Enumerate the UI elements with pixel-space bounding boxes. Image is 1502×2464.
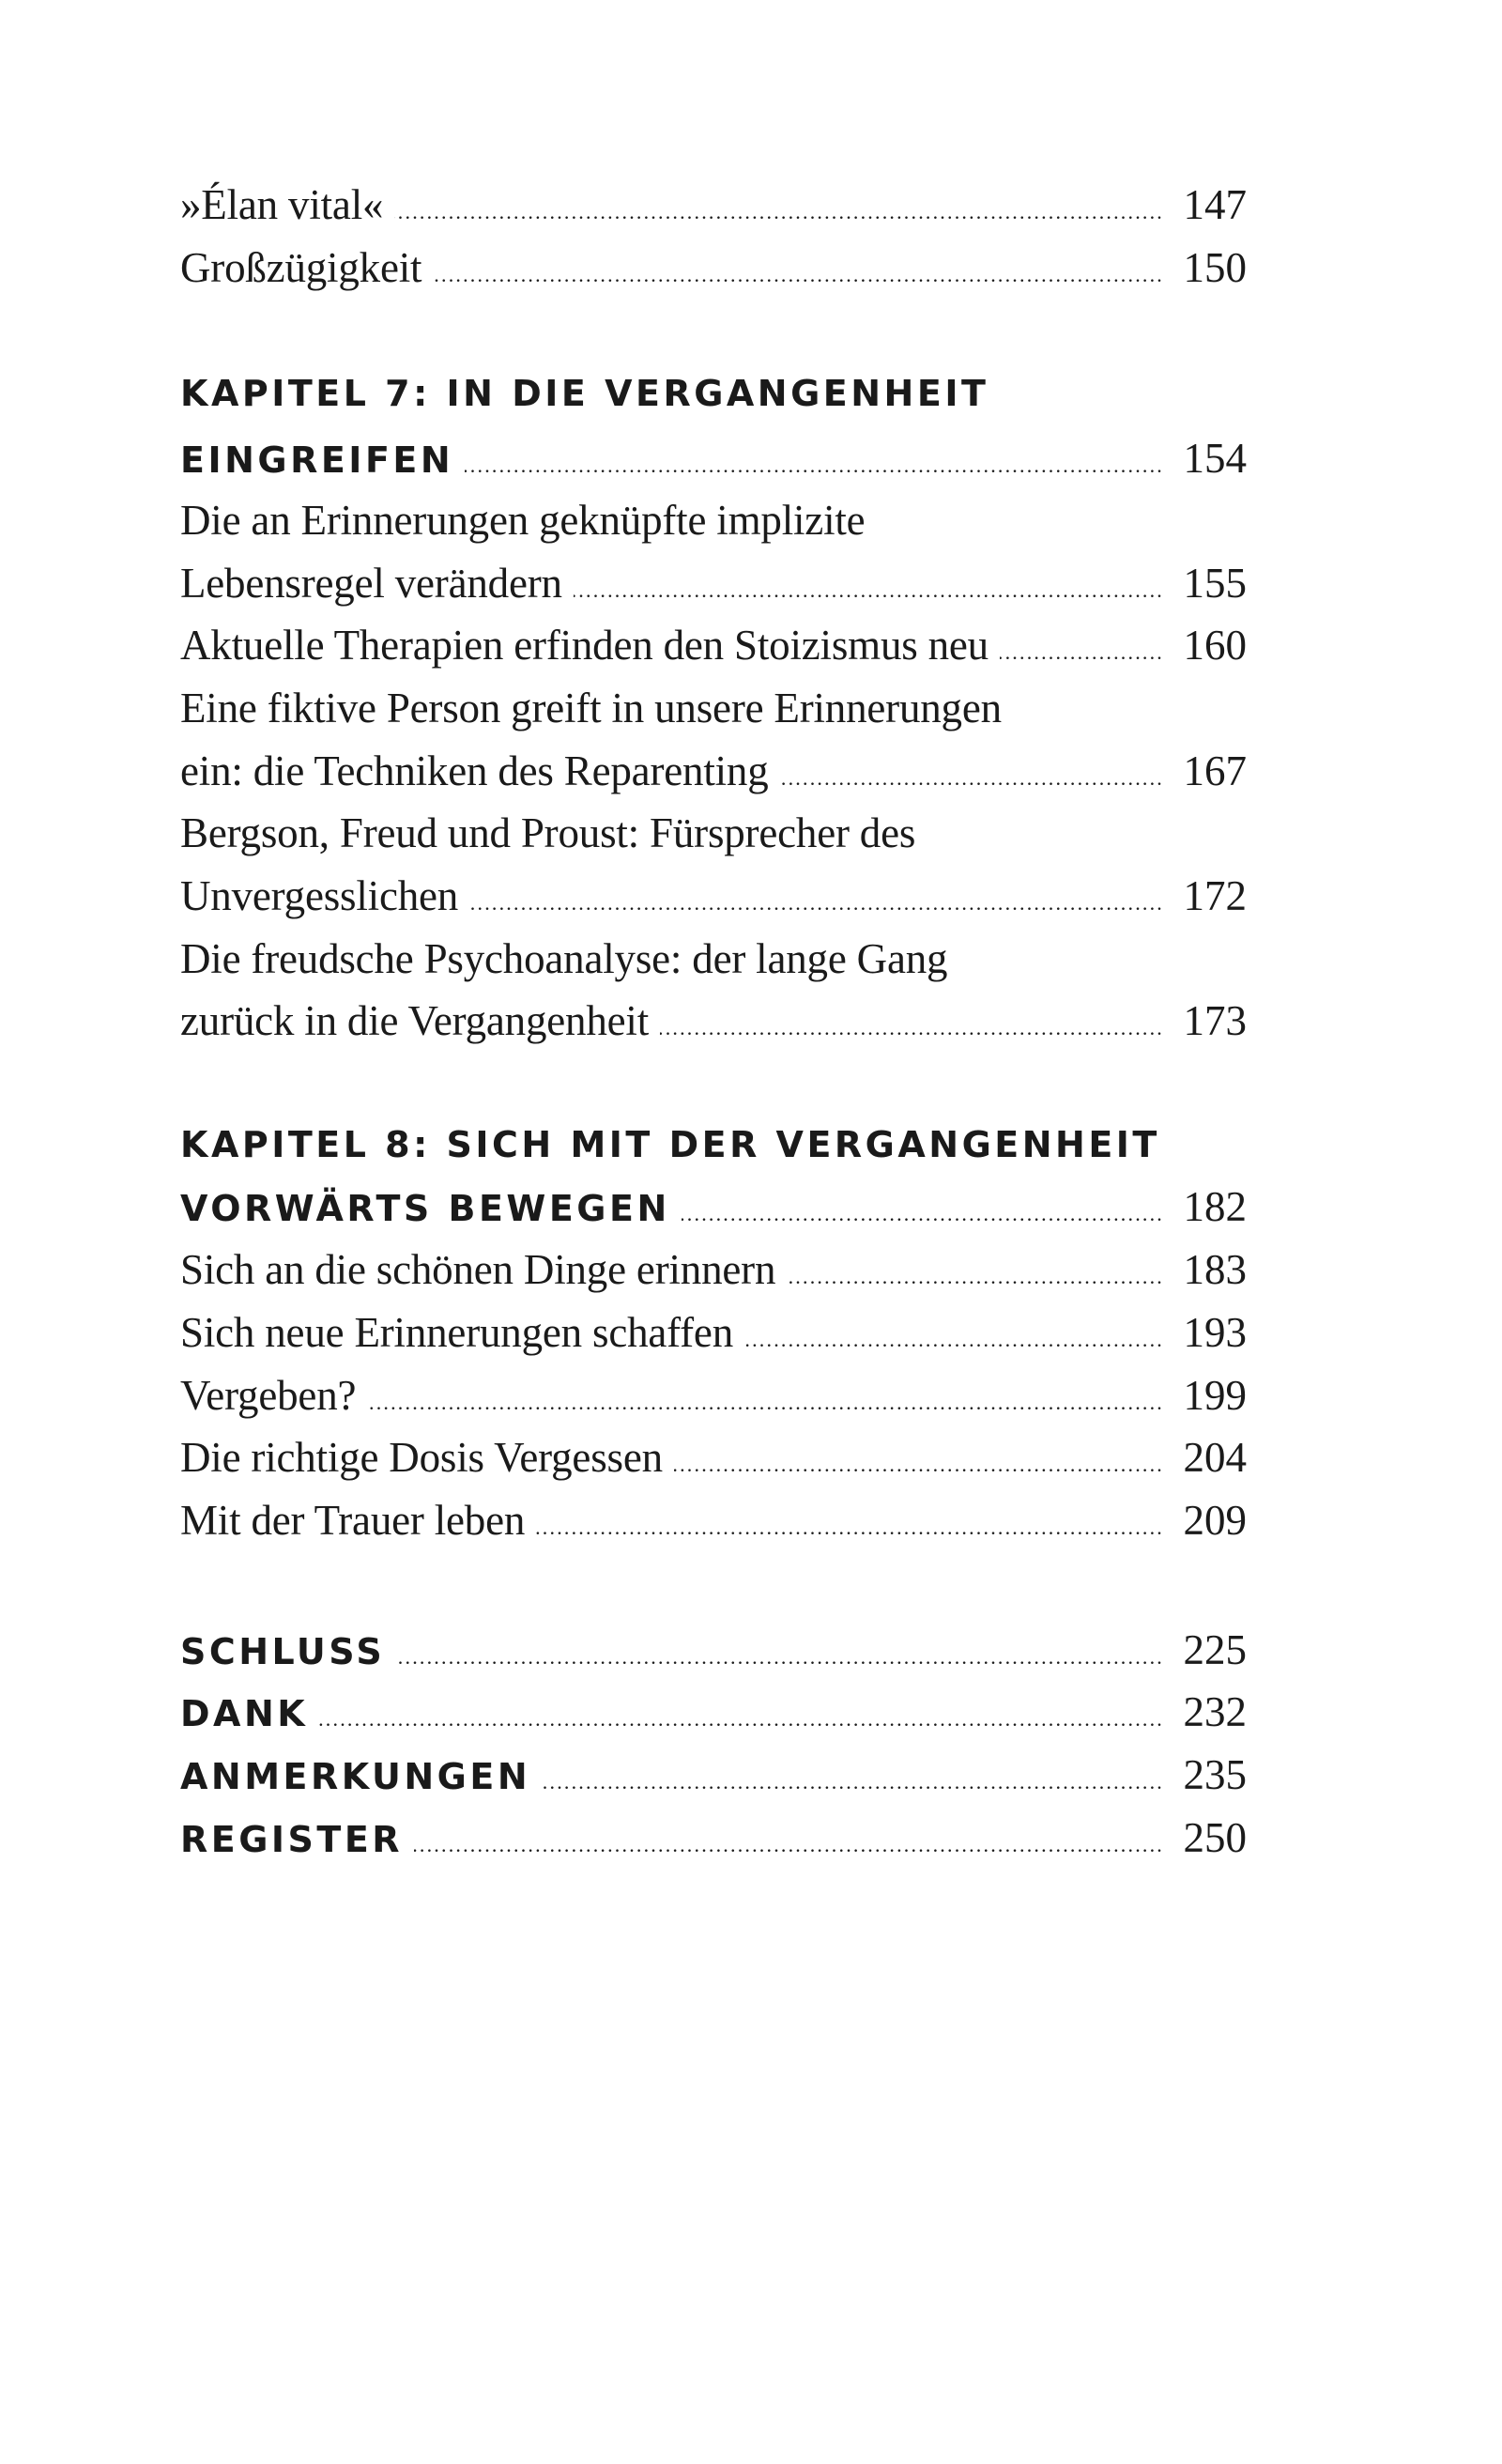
toc-entry-reparenting-line-2[interactable] xyxy=(180,747,1247,803)
dot-leader xyxy=(744,1328,1164,1352)
toc-entry-vergeben[interactable] xyxy=(180,1371,1247,1427)
chapter-title: SCHLUSS xyxy=(180,1631,386,1672)
dot-leader xyxy=(536,1516,1164,1540)
chapter-8-heading-line-1[interactable] xyxy=(180,1124,1247,1180)
dot-leader xyxy=(660,1016,1164,1040)
entry-title: Sich neue Erinnerungen schaffen xyxy=(180,1309,733,1356)
toc-entry-bergson-line-1[interactable] xyxy=(180,808,1247,865)
toc-entry-lebensregel-line-2[interactable] xyxy=(180,559,1247,615)
dot-leader xyxy=(433,263,1164,287)
toc-entry-register[interactable] xyxy=(180,1813,1247,1870)
toc-entry-dank[interactable] xyxy=(180,1687,1247,1744)
entry-title: Unvergesslichen xyxy=(180,872,459,919)
dot-leader xyxy=(1000,640,1164,665)
chapter-title: ANMERKUNGEN xyxy=(180,1756,531,1797)
toc-entry-lebensregel-line-1[interactable] xyxy=(180,496,1247,552)
toc-entry-aktuelle-therapien[interactable] xyxy=(180,621,1247,677)
entry-title: Bergson, Freud und Proust: Fürsprecher des xyxy=(180,809,916,856)
dot-leader xyxy=(787,1265,1164,1289)
page-number: 209 xyxy=(1183,1497,1247,1544)
entry-title: Aktuelle Therapien erfinden den Stoizismus neu xyxy=(180,622,989,669)
page-number: 155 xyxy=(1183,560,1247,607)
entry-title: ein: die Techniken des Reparenting xyxy=(180,747,769,794)
chapter-7-heading-line-2[interactable] xyxy=(180,434,1247,490)
dot-leader xyxy=(542,1770,1164,1794)
entry-title: Eine fiktive Person greift in unsere Erinnerungen xyxy=(180,685,1002,732)
chapter-title: KAPITEL 8: SICH MIT DER VERGANGENHEIT xyxy=(180,1124,1160,1165)
dot-leader xyxy=(674,1453,1164,1477)
page-number: 182 xyxy=(1183,1183,1247,1230)
chapter-8-heading-line-2[interactable] xyxy=(180,1182,1247,1239)
page-number: 154 xyxy=(1183,435,1247,482)
dot-leader xyxy=(396,1645,1164,1670)
chapter-title: REGISTER xyxy=(180,1819,404,1860)
toc-entry-grosszuegigkeit[interactable] xyxy=(180,243,1247,300)
entry-title: Die an Erinnerungen geknüpfte implizite xyxy=(180,497,866,544)
toc-entry-dosis-vergessen[interactable] xyxy=(180,1433,1247,1489)
entry-title: Sich an die schönen Dinge erinnern xyxy=(180,1246,776,1293)
entry-title: zurück in die Vergangenheit xyxy=(180,997,650,1044)
page-number: 204 xyxy=(1183,1434,1247,1481)
dot-leader xyxy=(394,200,1164,224)
page-number: 173 xyxy=(1183,997,1247,1044)
dot-leader xyxy=(780,766,1164,791)
dot-leader xyxy=(465,454,1164,478)
toc-entry-elan-vital[interactable] xyxy=(180,180,1247,237)
chapter-title: DANK xyxy=(180,1693,309,1734)
chapter-title: EINGREIFEN xyxy=(180,439,454,481)
toc-entry-psychoanalyse-line-2[interactable] xyxy=(180,996,1247,1053)
entry-title: »Élan vital« xyxy=(180,181,384,228)
dot-leader xyxy=(319,1707,1164,1732)
page-number: 199 xyxy=(1183,1372,1247,1419)
chapter-title: VORWÄRTS BEWEGEN xyxy=(180,1188,670,1229)
toc-entry-reparenting-line-1[interactable] xyxy=(180,684,1247,740)
page-number: 183 xyxy=(1183,1246,1247,1293)
dot-leader xyxy=(682,1202,1164,1226)
dot-leader xyxy=(414,1833,1164,1857)
toc-entry-psychoanalyse-line-1[interactable] xyxy=(180,934,1247,991)
dot-leader xyxy=(574,578,1164,603)
toc-entry-schluss[interactable] xyxy=(180,1625,1247,1682)
page-number: 160 xyxy=(1183,622,1247,669)
chapter-title: KAPITEL 7: IN DIE VERGANGENHEIT xyxy=(180,373,989,414)
entry-title: Mit der Trauer leben xyxy=(180,1497,526,1544)
page-number: 167 xyxy=(1183,747,1247,794)
dot-leader xyxy=(469,891,1164,916)
entry-title: Die richtige Dosis Vergessen xyxy=(180,1434,663,1481)
entry-title: Vergeben? xyxy=(180,1372,357,1419)
page-number: 225 xyxy=(1183,1626,1247,1673)
toc-entry-schoene-dinge[interactable] xyxy=(180,1245,1247,1301)
dot-leader xyxy=(367,1391,1164,1415)
entry-title: Großzügigkeit xyxy=(180,244,422,291)
page-number: 172 xyxy=(1183,872,1247,919)
toc-entry-neue-erinnerungen[interactable] xyxy=(180,1308,1247,1364)
toc-entry-trauer-leben[interactable] xyxy=(180,1496,1247,1552)
page-number: 232 xyxy=(1183,1688,1247,1735)
chapter-7-heading-line-1[interactable] xyxy=(180,373,1247,429)
page-number: 150 xyxy=(1183,244,1247,291)
page-number: 147 xyxy=(1183,181,1247,228)
page-number: 193 xyxy=(1183,1309,1247,1356)
page-number: 235 xyxy=(1183,1751,1247,1798)
page-number: 250 xyxy=(1183,1814,1247,1861)
entry-title: Lebensregel verändern xyxy=(180,560,562,607)
entry-title: Die freudsche Psychoanalyse: der lange Gang xyxy=(180,935,948,982)
toc-entry-bergson-line-2[interactable] xyxy=(180,871,1247,928)
toc-entry-anmerkungen[interactable] xyxy=(180,1750,1247,1807)
